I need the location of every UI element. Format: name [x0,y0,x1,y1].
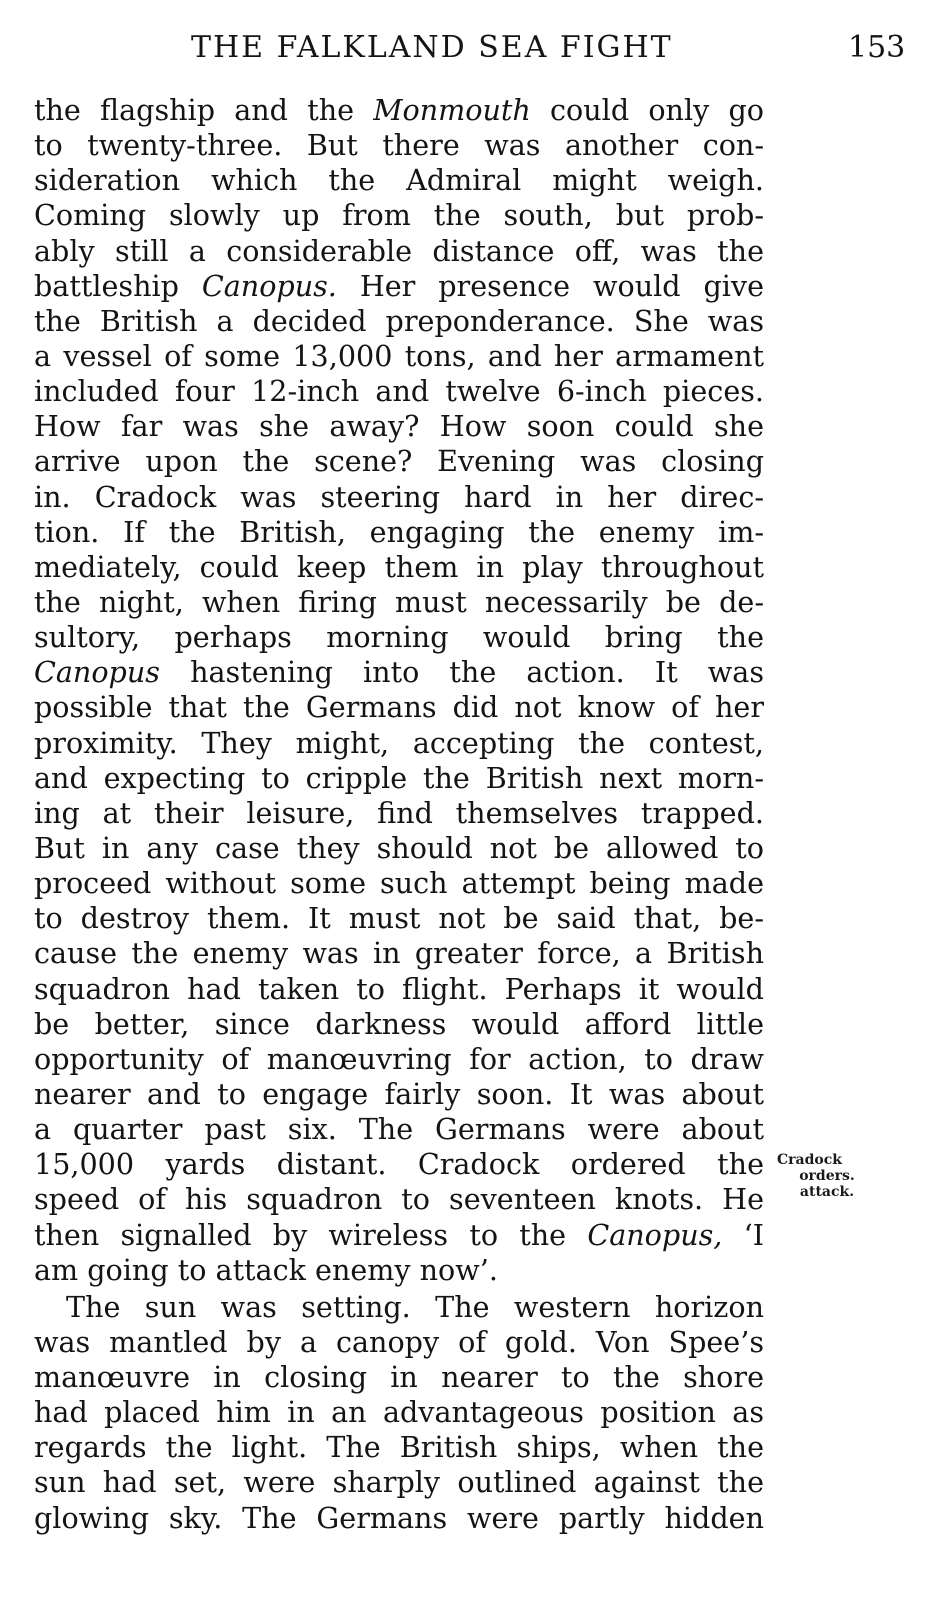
text-line [34,1218,764,1253]
text-line [34,655,764,690]
paragraph-2 [34,1290,764,1536]
text-run: manœuvre in closing in nearer to the shore [34,1360,764,1395]
text-line [34,163,764,198]
italic-ship-name: Canopus. [201,268,337,303]
text-run: proximity. They might, accepting the contest, [34,725,764,760]
text-run: the night, when firing must necessarily be de- [34,584,764,619]
text-run: sultory, perhaps morning would bring the [34,620,764,655]
text-run: 15,000 yards distant. Cradock ordered the [34,1147,764,1182]
text-line [34,128,764,163]
text-run: squadron had taken to flight. Perhaps it would [34,971,764,1006]
text-run: opportunity of manœuvring for action, to draw [34,1041,764,1076]
text-line [34,304,764,339]
text-run: then signalled by wireless to the [34,1217,588,1252]
text-run: to twenty-three. But there was another con- [34,128,764,163]
text-line [34,374,764,409]
text-run: Her presence would give [336,268,764,303]
text-run: had placed him in an advantageous position as [34,1395,764,1430]
text-run: sun had set, were sharply outlined against the [34,1465,764,1500]
paragraph-1 [34,93,764,1288]
text-line [34,1253,764,1288]
text-run: tion. If the British, engaging the enemy im- [34,514,764,549]
margin-note-line: attack. [799,1184,855,1200]
margin-note [777,1152,877,1200]
text-run: The sun was setting. The western horizon [66,1289,764,1324]
text-run: ‘I [722,1217,764,1252]
text-run: to destroy them. It must not be said that, be- [34,901,764,936]
text-line [34,93,764,128]
text-run: How far was she away? How soon could she [34,409,764,444]
text-line [34,1042,764,1077]
text-line [34,1147,764,1182]
text-line [34,1430,764,1465]
text-run: regards the light. The British ships, when the [34,1430,764,1465]
text-run: be better, since darkness would afford little [34,1006,764,1041]
text-run: in. Cradock was steering hard in her direc- [34,479,764,514]
text-line [34,198,764,233]
text-run: sideration which the Admiral might weigh. [34,163,764,198]
text-line [34,1077,764,1112]
text-line [34,936,764,971]
body-text [34,93,764,1536]
text-line [34,515,764,550]
text-run: hastening into the action. It was [159,655,764,690]
text-run: Coming slowly up from the south, but prob- [34,198,764,233]
text-run: proceed without some such attempt being made [34,866,764,901]
text-line [34,796,764,831]
italic-ship-name: Monmouth [373,93,531,127]
text-line [34,339,764,374]
text-line [34,690,764,725]
text-line [34,1360,764,1395]
text-run: possible that the Germans did not know of her [34,690,764,725]
text-line [34,1465,764,1500]
text-run: glowing sky. The Germans were partly hidden [34,1500,764,1535]
text-run: the British a decided preponderance. She was [34,303,764,338]
text-line [34,1501,764,1536]
text-run: a vessel of some 13,000 tons, and her armament [34,338,764,373]
text-line [34,585,764,620]
text-line [34,1182,764,1217]
text-run: could only go [530,93,764,127]
text-line [34,1290,764,1325]
text-line [34,409,764,444]
text-line [34,234,764,269]
text-line [34,480,764,515]
text-run: speed of his squadron to seventeen knots. He [34,1182,764,1217]
text-line [34,761,764,796]
text-line [34,444,764,479]
text-run: the flagship and the [34,93,374,127]
text-run: and expecting to cripple the British next morn- [34,760,764,795]
text-line [34,1395,764,1430]
text-line [34,550,764,585]
text-run: battleship [34,268,202,303]
text-run: But in any case they should not be allowed to [34,830,764,865]
text-line [34,972,764,1007]
text-line [34,1112,764,1147]
text-run: cause the enemy was in greater force, a British [34,936,764,971]
page-number: 153 [848,30,906,65]
running-header [0,30,950,70]
text-run: ably still a considerable distance off, was the [34,233,764,268]
running-title: THE FALKLAND SEA FIGHT [191,30,673,65]
text-line [34,1007,764,1042]
text-run: ing at their leisure, find themselves trapped. [34,795,764,830]
text-run: was mantled by a canopy of gold. Von Spee’s [34,1324,764,1359]
text-run: am going to attack enemy now’. [34,1252,498,1287]
text-line [34,1325,764,1360]
text-line [34,866,764,901]
text-run: nearer and to engage fairly soon. It was about [34,1076,764,1111]
text-run: a quarter past six. The Germans were about [34,1112,764,1147]
text-line [34,901,764,936]
text-run: mediately, could keep them in play throughout [34,549,764,584]
text-line [34,620,764,655]
margin-note-line: Cradock [777,1152,842,1168]
text-run: included four 12-inch and twelve 6-inch pieces. [34,374,764,409]
italic-ship-name: Canopus, [587,1217,723,1252]
text-line [34,831,764,866]
italic-ship-name: Canopus [34,655,160,690]
margin-note-line: orders. [799,1168,855,1184]
text-run: arrive upon the scene? Evening was closing [34,444,764,479]
text-line [34,726,764,761]
text-line [34,269,764,304]
